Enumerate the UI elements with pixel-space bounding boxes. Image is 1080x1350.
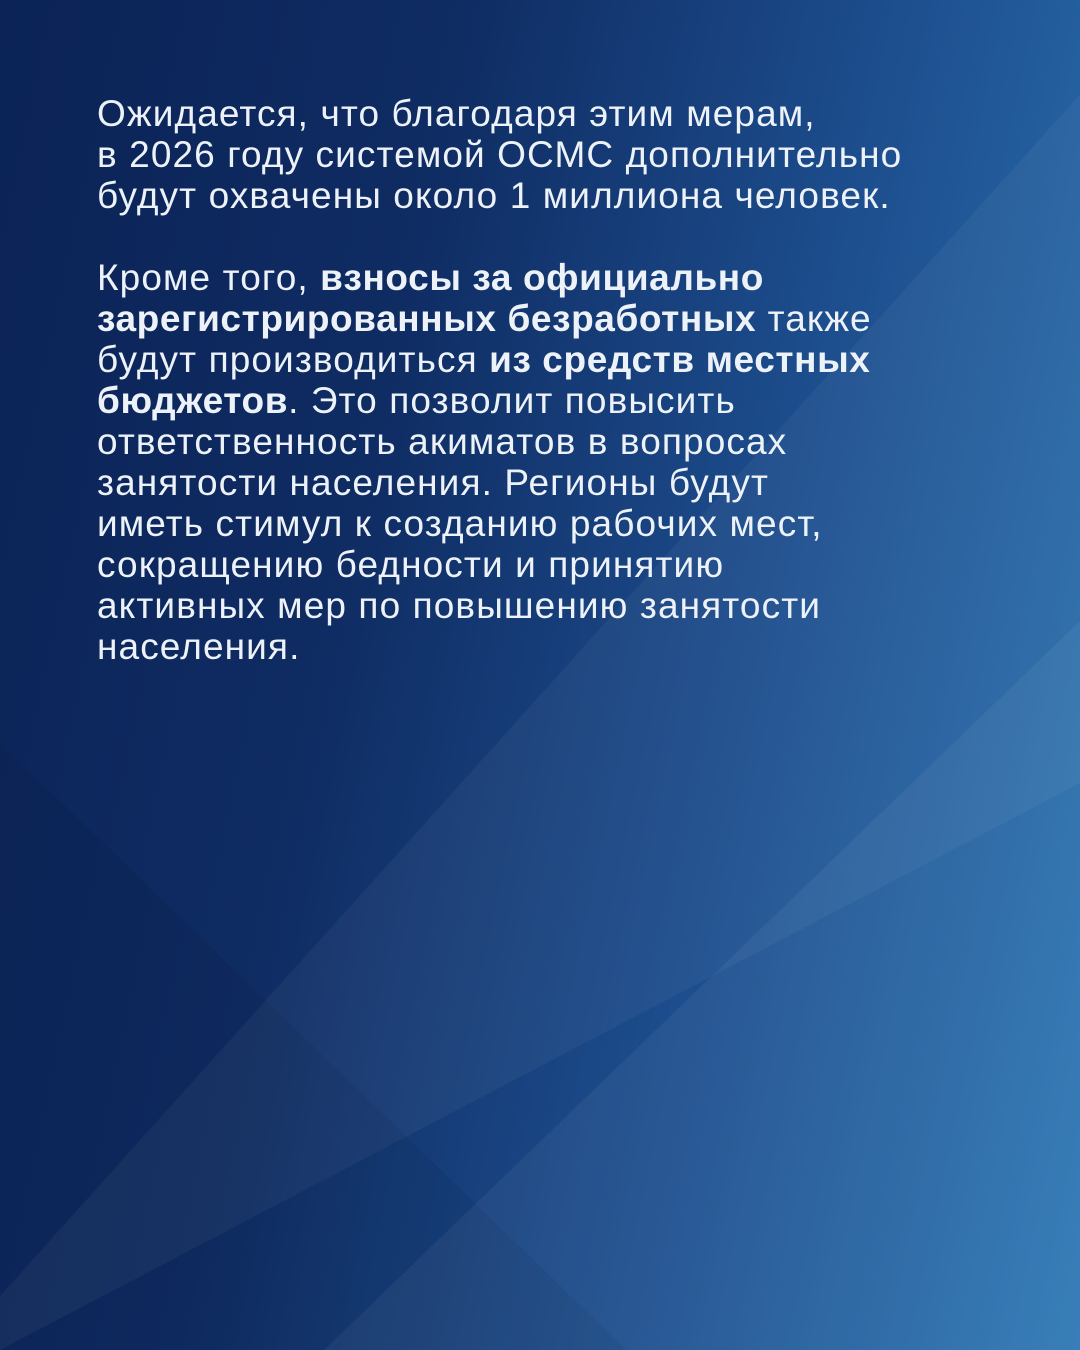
text-run: сокращению бедности и принятию [97,544,725,585]
paragraph-local-budgets [97,257,1027,667]
text-run: Кроме того, [97,257,321,298]
text-run: также [756,298,872,339]
text-run: активных мер по повышению занятости [97,585,822,626]
text-run: . Это позволит повысить [288,380,736,421]
text-run: занятости населения. Регионы будут [97,462,770,503]
text-run: населения. [97,626,301,667]
text-run: будут охвачены около 1 миллиона человек. [97,175,891,216]
text-run: будут производиться [97,339,490,380]
bold-text-run: из средств местных [489,339,871,380]
bold-text-run: зарегистрированных безработных [97,298,757,339]
body-text [97,93,1027,667]
paragraph-osms-coverage [97,93,1027,216]
bold-text-run: взносы за официально [320,257,764,298]
text-run: иметь стимул к созданию рабочих мест, [97,503,823,544]
text-run: Ожидается, что благодаря этим мерам, [97,93,816,134]
bold-text-run: бюджетов [97,380,289,421]
text-run: в 2026 году системой ОСМС дополнительно [97,134,903,175]
text-run: ответственность акиматов в вопросах [97,421,788,462]
